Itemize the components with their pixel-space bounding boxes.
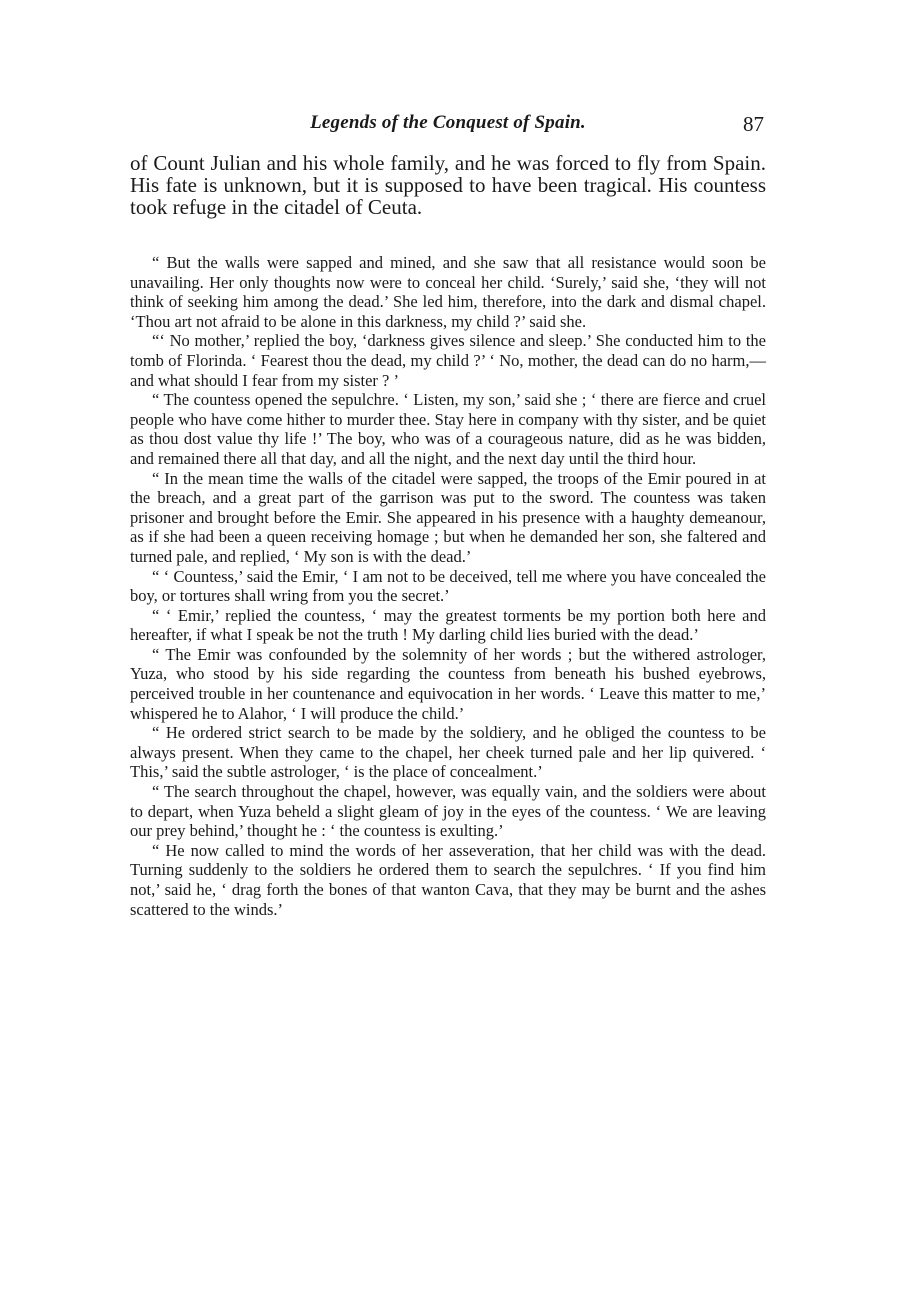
paragraph: “ ‘ Emir,’ replied the countess, ‘ may the greatest torments be my portion both here and hereafter, if what I speak be not the truth ! My darling child lies buried with the dead.’	[130, 605, 766, 645]
paragraph: “ In the mean time the walls of the citadel were sapped, the troops of the Emir poured in at the breach, and a great part of the garrison was put to the sword. The countess was taken prisoner and brought before the Emir. She appeared in his presence with a haughty demeanour, as if she had been a queen receiving homage ; but when he demanded her son, she faltered and turned pale, and replied, ‘ My son is with the dead.’	[130, 468, 766, 566]
body-text	[130, 253, 766, 919]
page-header	[130, 112, 766, 142]
paragraph: “ The countess opened the sepulchre. ‘ Listen, my son,’ said she ; ‘ there are fierce and cruel people who have come hither to murder thee. Stay here in company with thy sister, and be quiet as thou dost value thy life !’ The boy, who was of a courageous nature, did as he was bidden, and remained there all that day, and all the night, and the next day until the third hour.	[130, 390, 766, 468]
paragraph: “ The Emir was confounded by the solemnity of her words ; but the withered astrologer, Yuza, who stood by his side regarding the countess from beneath his bushed eyebrows, perceived trouble in her countenance and equivocation in her words. ‘ Leave this matter to me,’ whispered he to Alahor, ‘ I will produce the child.’	[130, 644, 766, 723]
paragraph: “ The search throughout the chapel, however, was equally vain, and the soldiers were about to depart, when Yuza beheld a slight gleam of joy in the eyes of the countess. ‘ We are leaving our prey behind,’ thought he : ‘ the countess is exulting.’	[130, 782, 766, 841]
paragraph: “ He ordered strict search to be made by the soldiery, and he obliged the countess to be always present. When they came to the chapel, her cheek turned pale and her lip quivered. ‘ This,’ said the subtle astrologer, ‘ is the place of concealment.’	[130, 723, 766, 782]
running-title: Legends of the Conquest of Spain.	[310, 112, 586, 133]
paragraph: “ ‘ Countess,’ said the Emir, ‘ I am not to be deceived, tell me where you have concealed the boy, or tortures shall wring from you the secret.’	[130, 566, 766, 606]
page-number: 87	[743, 112, 764, 136]
paragraph: “ He now called to mind the words of her asseveration, that her child was with the dead. Turning suddenly to the soldiers he ordered them to search the sepulchres. ‘ If you find him not,’ said he, ‘ drag forth the bones of that wanton Cava, that they may be burnt and the ashes scattered to the winds.’	[130, 840, 766, 919]
lead-paragraph: of Count Julian and his whole family, and he was forced to fly from Spain. His fate is unknown, but it is supposed to have been tragical. His countess took refuge in the citadel of Ceuta.	[130, 151, 766, 219]
paragraph: “ But the walls were sapped and mined, and she saw that all resistance would soon be unavailing. Her only thoughts now were to conceal her child. ‘Surely,’ said she, ‘they will not think of seeking him among the dead.’ She led him, therefore, into the dark and dismal chapel. ‘Thou art not afraid to be alone in this darkness, my child ?’ said she.	[130, 253, 766, 331]
paragraph: “‘ No mother,’ replied the boy, ‘darkness gives silence and sleep.’ She conducted him to the tomb of Florinda. ‘ Fearest thou the dead, my child ?’ ‘ No, mother, the dead can do no harm,—and what should I fear from my sister ? ’	[130, 331, 766, 390]
